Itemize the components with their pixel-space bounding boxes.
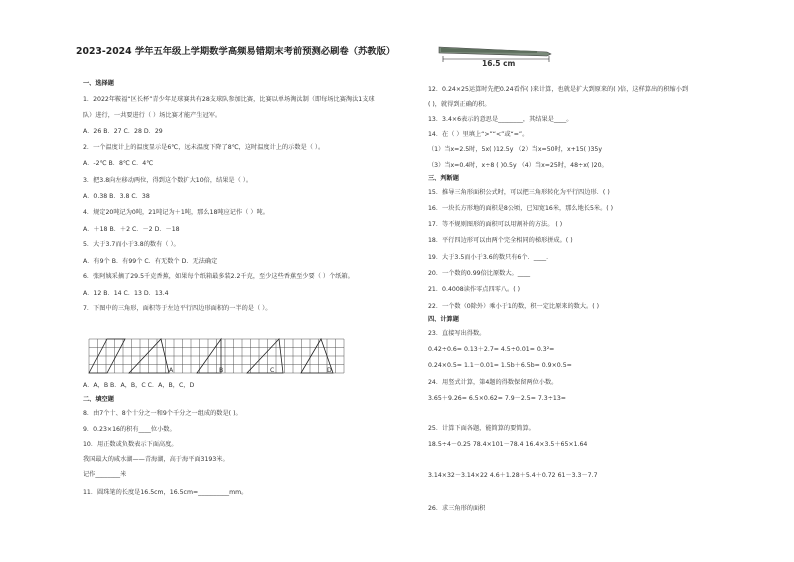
- left-line-15: A．A，B B．A，B，C C．A，B，C，D: [83, 382, 195, 389]
- grid-label-b: B: [219, 367, 224, 374]
- right-line-19: 24．用竖式计算，第4题的得数保留两位小数。: [428, 379, 558, 386]
- left-line-7: A．0.38 B．3.8 C．38: [83, 193, 150, 200]
- right-line-0: 12．0.24×25运算时先把0.24看作( )来计算，也就是扩大到原来的( )倍，这样算出的积缩小到: [428, 86, 689, 93]
- left-line-5: A．-2℃ B．8℃ C．4℃: [83, 160, 154, 167]
- right-line-22: 18.5÷4－0.25 78.4×101－78.4 16.4×3.5＋65×1.64: [428, 441, 588, 448]
- right-line-18: 0.24×0.5= 1.1－0.01= 1.5b＋6.5b= 0.9×0.5=: [428, 362, 572, 369]
- right-line-2: 13．3.4×6表示的意思是________，其结果是____。: [428, 116, 573, 123]
- left-line-4: 2．一个温度计上的温度显示是6℃，远未温度下降了8℃，这时温度计上的示数是（ ）。: [83, 144, 325, 151]
- left-line-17: 8．由7个十、8个十分之一和9个千分之一组成的数是( )。: [83, 410, 242, 417]
- triangle-grid-figure: [87, 337, 347, 375]
- right-line-23: 3.14×32－3.14×22 4.6＋1.28＋5.4＋0.72 61－3.3－7.7: [428, 472, 598, 479]
- right-line-11: 19．大于3.5而小于3.6的数只有6个．____．: [428, 254, 553, 261]
- left-line-8: 4．规定20吨记为0吨，21吨记为＋1吨，那么18吨应记作（ ）吨。: [83, 209, 269, 216]
- left-line-3: A．26 B．27 C．28 D．29: [83, 128, 163, 135]
- right-line-1: ( )，就得到正确的积。: [428, 101, 491, 108]
- left-line-12: 6．张阿姨采摘了29.5千克香蕉，如果每个纸箱最多装2.2千克，至少这些香蕉至少要（ ）个纸箱。: [83, 273, 354, 280]
- right-line-3: 14．在（ ）里填上“>”“<”或“=”。: [428, 131, 529, 138]
- left-line-2: 队）进行，一共要进行（ ）场比赛才能产生冠军。: [83, 112, 222, 119]
- right-line-8: 16．一块长方形地的面积是8公顷，已知宽16米，那么地长5米。( ): [428, 205, 614, 212]
- page-title: 2023-2024 学年五年级上学期数学高频易错期末考前预测必刷卷（苏教版）: [76, 46, 396, 57]
- grid-label-c: C: [270, 367, 275, 374]
- ruler-label: 16.5 cm: [482, 59, 516, 68]
- right-line-20: 3.65＋9.26= 6.5×0.62= 7.9－2.5= 7.3÷13=: [428, 395, 566, 402]
- right-line-5: （3）当x=0.4时，x÷8 ( )0.5y （4）当x=25时，48÷x( )20。: [428, 162, 608, 169]
- right-line-13: 21．0.4008读作零点四零八。( ): [428, 286, 521, 293]
- left-line-22: 11．圆珠笔的长度是16.5cm，16.5cm=__________mm。: [83, 489, 248, 496]
- left-line-14: 7．下图中的三角形，面积等于左边平行四边形面积的一半的是（ ）。: [83, 305, 272, 312]
- right-line-12: 20．一个数的0.99倍比原数大。____: [428, 270, 531, 277]
- right-line-6: 三、判断题: [428, 175, 459, 182]
- left-line-13: A．12 B．14 C．13 D．13.4: [83, 290, 169, 297]
- right-line-16: 23．直接写出得数。: [428, 330, 486, 337]
- right-line-17: 0.42÷0.6= 0.13＋2.7= 4.5÷0.01= 0.3²=: [428, 346, 555, 353]
- right-line-15: 四、计算题: [428, 316, 459, 323]
- left-line-6: 3．把3.8向左移动两位，得到这个数扩大10倍，结果是（ ）。: [83, 177, 253, 184]
- left-line-9: A．＋18 B．＋2 C．－2 D．－18: [83, 226, 180, 233]
- left-line-10: 5．大于3.7而小于3.8的数有（ ）。: [83, 241, 180, 248]
- grid-label-d: D: [327, 367, 332, 374]
- right-line-7: 15．推导三角形面积公式时，可以把三角形转化为平行四边形．( ): [428, 189, 610, 196]
- left-line-16: 二、填空题: [83, 396, 114, 403]
- left-line-11: A．有9个 B．有99个 C．有无数个 D．无法确定: [83, 258, 218, 265]
- right-line-4: （1）当x=2.5时，5x( )12.5y （2）当x=50时，x+15( )35y: [428, 146, 603, 153]
- left-line-19: 10．用正数或负数表示下面高度。: [83, 441, 178, 448]
- right-line-24: 26．求三角形的面积: [428, 505, 486, 512]
- left-line-1: 1．2022年鞍福“区长杯”青少年足球赛共有28支球队参加比赛，比赛以单场淘汰制（即每场比赛淘汰1支球: [83, 96, 375, 103]
- left-line-20: 我国最大的咸水湖——青海湖，高于海平面3193米。: [83, 456, 229, 463]
- right-line-10: 18．平行四边形可以由两个完全相同的梯形拼成。( ): [428, 237, 573, 244]
- right-line-21: 25．计算下面各题，能简算的要简算。: [428, 425, 535, 432]
- right-line-14: 22．一个数（0除外）乘小于1的数，积一定比原来的数大。( ): [428, 303, 600, 310]
- left-line-21: 记作________米: [83, 471, 127, 478]
- left-line-0: 一、选择题: [83, 80, 114, 87]
- grid-label-a: A: [169, 367, 174, 374]
- left-line-18: 9．0.23×16的积有____位小数。: [83, 426, 176, 433]
- right-line-9: 17．等不规则图形的面积可以用割补的方法。 ( ): [428, 221, 563, 228]
